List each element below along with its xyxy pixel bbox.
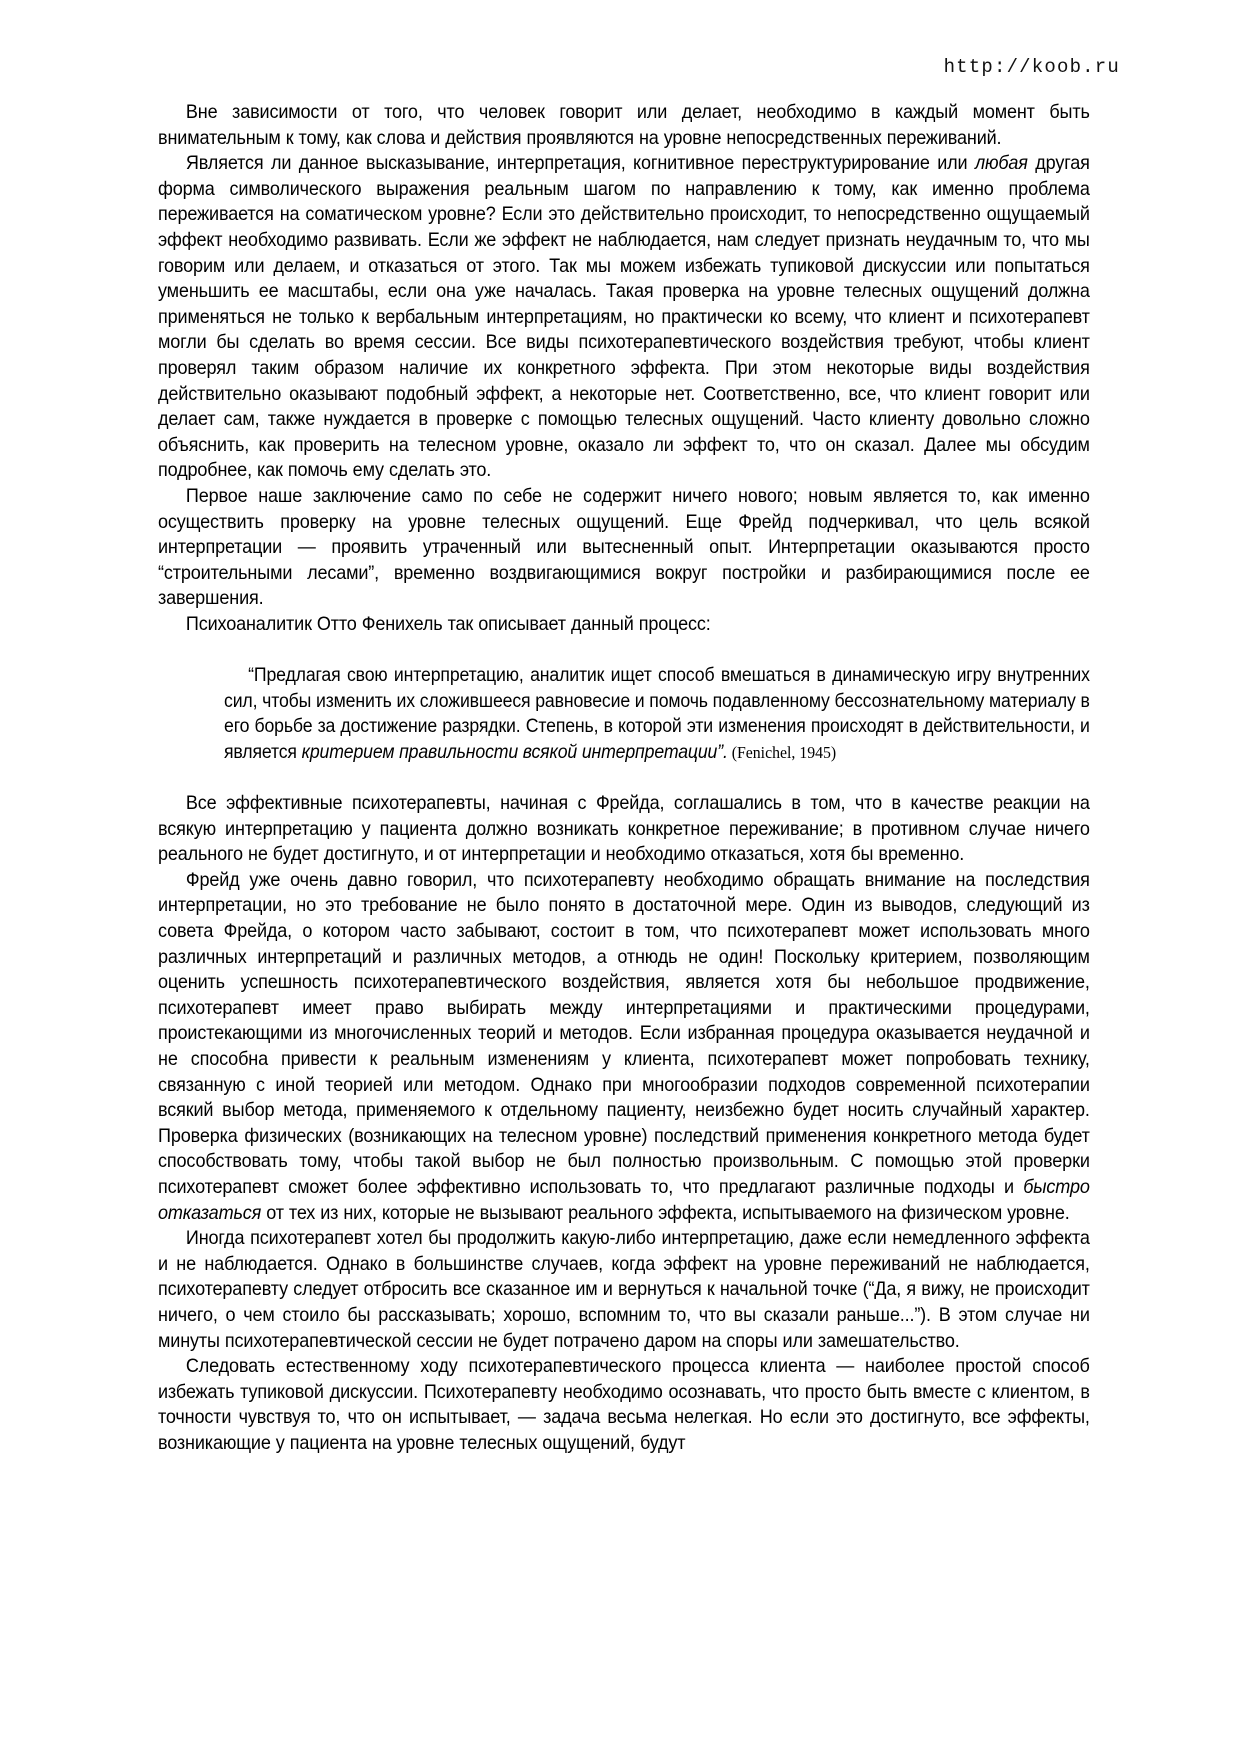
paragraph bbox=[158, 1226, 1090, 1354]
paragraph-text bbox=[158, 1226, 1090, 1354]
paragraph-text bbox=[158, 1354, 1090, 1456]
emphasis-run: любая bbox=[974, 152, 1028, 175]
paragraph bbox=[158, 484, 1090, 612]
text-run: от тех из них, которые не вызывают реального эффекта, испытываемого на физическом уровне. bbox=[261, 1201, 1070, 1224]
spacer bbox=[158, 765, 1090, 791]
paragraph bbox=[158, 612, 1090, 638]
block-quote-fenichel bbox=[158, 663, 1090, 765]
emphasis-run: быстро отказаться bbox=[158, 1176, 1090, 1224]
paragraph-text bbox=[158, 868, 1090, 1226]
paragraph-text bbox=[158, 100, 1090, 151]
citation-reference: (Fenichel, 1945) bbox=[727, 742, 837, 762]
text-run: Первое наше заключение само по себе не содержит ничего нового; новым является то, как именно осуществить проверку на уровне телесных ощущений. Еще Фрейд подчеркивал, что цель всякой интерпретации — проявить утраченный или вытесненный опыт. Интерпретации оказываются просто “строительными лесами”, временно воздвигающимися вокруг постройки и разбирающимися после ее завершения. bbox=[158, 484, 1090, 610]
paragraph bbox=[158, 151, 1090, 484]
paragraph bbox=[158, 100, 1090, 151]
paragraph-text bbox=[158, 612, 1090, 638]
text-run: Является ли данное высказывание, интерпретация, когнитивное переструктурирование или bbox=[185, 152, 975, 175]
text-run: Психоаналитик Отто Фенихель так описывает данный процесс: bbox=[185, 612, 711, 635]
text-column bbox=[158, 100, 1090, 1457]
paragraph-text bbox=[158, 484, 1090, 612]
paragraph-text bbox=[158, 791, 1090, 868]
paragraph bbox=[158, 1354, 1090, 1456]
text-run: Иногда психотерапевт хотел бы продолжить какую-либо интерпретацию, даже если немедленного эффекта и не наблюдается. Однако в большинстве случаев, когда эффект на уровне переживаний не наблюдается, психотерапевту следует отбросить все сказанное им и вернуться к начальной точке (“Да, я вижу, не происходит ничего, о чем стоило бы рассказывать; хорошо, вспомним то, что вы сказали раньше...”). В этом случае ни минуты психотерапевтической сессии не будет потрачено даром на споры или замешательство. bbox=[158, 1227, 1090, 1352]
text-run: Фрейд уже очень давно говорил, что психотерапевту необходимо обращать внимание на последствия интерпретации, но это требование не было понято в достаточной мере. Один из выводов, следующий из совета Фрейда, о котором часто забывают, состоит в том, что психотерапевт может использовать много различных интерпретаций и различных методов, а отнюдь не один! Поскольку критерием, позволяющим оценить успешность психотерапевтического воздействия, является хотя бы небольшое продвижение, психотерапевт имеет право выбирать между интерпретациями и практическими процедурами, проистекающими из многочисленных теорий и методов. Если избранная процедура оказывается неудачной и не способна привести к реальным изменениям у клиента, психотерапевт может попробовать технику, связанную с иной теорией или методом. Однако при многообразии подходов современной психотерапии всякий выбор метода, применяемого к отдельному пациенту, неизбежно будет носить случайный характер. Проверка физических (возникающих на телесном уровне) последствий применения конкретного метода будет способствовать тому, чтобы такой выбор не был полностью произвольным. С помощью этой проверки психотерапевт сможет более эффективно использовать то, что предлагают различные подходы и bbox=[158, 868, 1090, 1198]
text-run: “Предлагая свою интерпретацию, аналитик ищет способ вмешаться в динамическую игру внутренних сил, чтобы изменить их сложившееся равновесие и помочь подавленному бессознательному материалу в его борьбе за достижение разрядки. Степень, в которой эти изменения происходят в действительности, и является bbox=[224, 665, 1090, 763]
text-run: Следовать естественному ходу психотерапевтического процесса клиента — наиболее простой способ избежать тупиковой дискуссии. Психотерапевту необходимо осознавать, что просто быть вместе с клиентом, в точности чувствуя то, что он испытывает, — задача весьма нелегкая. Но если это достигнуто, все эффекты, возникающие у пациента на уровне телесных ощущений, будут bbox=[158, 1355, 1090, 1454]
source-url-header: http://koob.ru bbox=[943, 56, 1120, 78]
emphasis-run: критерием правильности всякой интерпретации”. bbox=[301, 741, 728, 763]
quote-paragraph bbox=[224, 663, 1090, 765]
text-run: Все эффективные психотерапевты, начиная с Фрейда, соглашались в том, что в качестве реакции на всякую интерпретацию у пациента должно возникать конкретное переживание; в противном случае ничего реального не будет достигнуто, и от интерпретации и необходимо отказаться, хотя бы временно. bbox=[158, 792, 1090, 866]
paragraph-text bbox=[158, 151, 1090, 484]
text-run: Вне зависимости от того, что человек говорит или делает, необходимо в каждый момент быть внимательным к тому, как слова и действия проявляются на уровне непосредственных переживаний. bbox=[158, 101, 1090, 149]
paragraph bbox=[158, 791, 1090, 868]
quote-text bbox=[224, 663, 1090, 765]
paragraph bbox=[158, 868, 1090, 1226]
text-run: другая форма символического выражения реальным шагом по направлению к тому, как именно проблема переживается на соматическом уровне? Если это действительно происходит, то непосредственно ощущаемый эффект необходимо развивать. Если же эффект не наблюдается, нам следует признать неудачным то, что мы говорим или делаем, и отказаться от этого. Так мы можем избежать тупиковой дискуссии или попытаться уменьшить ее масштабы, если она уже началась. Такая проверка на уровне телесных ощущений должна применяться не только к вербальным интерпретациям, но практически ко всему, что клиент и психотерапевт могли бы сделать во время сессии. Все виды психотерапевтического воздействия требуют, чтобы клиент проверял таким образом наличие их конкретного эффекта. При этом некоторые виды воздействия действительно оказывают подобный эффект, а некоторые нет. Соответственно, все, что клиент говорит или делает сам, также нуждается в проверке с помощью телесных ощущений. Часто клиенту довольно сложно объяснить, как проверить на телесном уровне, оказало ли эффект то, что он сказал. Далее мы обсудим подробнее, как помочь ему сделать это. bbox=[158, 152, 1090, 482]
